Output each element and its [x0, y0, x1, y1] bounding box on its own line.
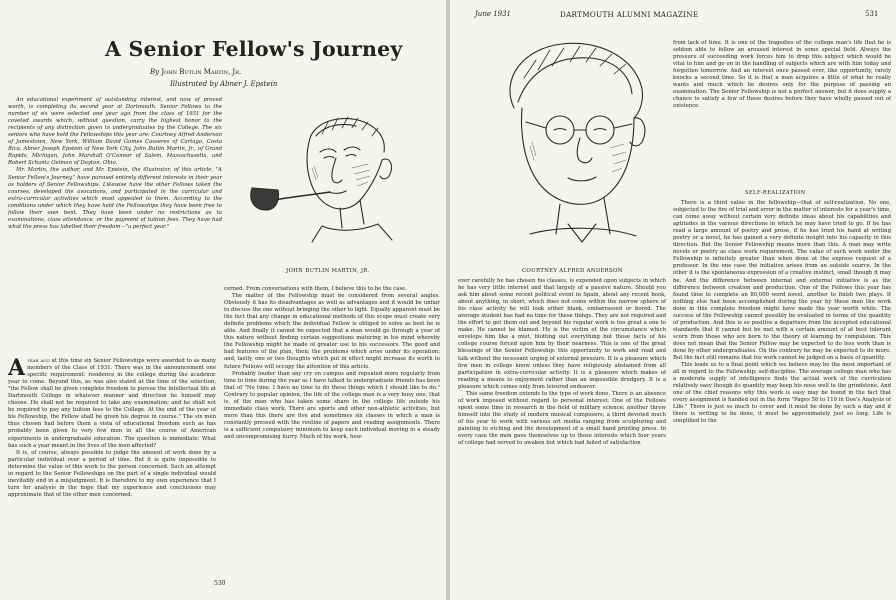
intro-paragraph-2: Mr. Martin, the author, and Mr. Epstein, the illustrator, of this article, "A Senior Fellow's Journey," have pursued entirely different interests in their year as holders of Senior Fellowships. Likewise have the other Fellows taken the courses, developed the avocations, and participated in the curricular and extra-curricular activities which most appealed to them. According to the conditions under which they have held the Fellowships they have been free to follow their own bent. They have been under no restrictions as to examinations, class attendance, or the payment of tuition fees. They have had what the press has labelled their freedom—"a perfect year." — [8, 167, 222, 230]
body-para-7: There is a third value in the fellowship—that of self-realization. No one, subjected to the fire of trial and error in the matter of interests for a year's time, can come away without certain very definite ideas about his capabilities and aptitudes in the various directions in which he may have tried to go. If he has read a large amount of poetry and prose, if he has tried his hand at writing poetry or a novel, he has gained a very definite insight into his capacity in this direction. But the Senior Fellowship means more than this. A man may write novels or poetry as class work requirement. The value of such work under the Fellowship is infinitely greater than when done at the express request of a professor. In the one case the initiative arises from an outside source. In the other it is the spontaneous expression of a creative instinct, small though it may be. And the difference between internal and external initiative is as the difference between creation and production. One of the Fellows this year has found time to complete an 80,000 word novel, another to finish two plays. If nothing else had been accomplished during the year by these men the work done in this complete freedom might have made the year worth while. The success of the Fellowship cannot possibly be evaluated in terms of the quantity of production. And this is so positive a departure from the accepted educational standards that it cannot but be met with a certain amount of at best tolerant scorn from those who are born to the theory of learning by compulsion. This does not mean that the Senior Fellow may be expected to do less work than is done by other undergraduates. On the contrary he may be expected to do more. But the fact still remains that his work cannot be judged on a basis of quantity. — [673, 200, 891, 362]
subhead-self-realization: SELF-REALIZATION — [745, 190, 806, 196]
portrait-martin-sketch — [232, 108, 422, 258]
author-name: John Butlin Martin, Jr. — [161, 68, 242, 76]
intro-paragraph-1: An educational experiment of outstanding interest, and now of proved worth, is completing its second year at Dartmouth. Senior Fellows to the number of six were selected one year ago from the class of 1931 for the coveted awards which, without question, carry the highest honor to the recipients of any distinction given to undergraduates by the College. The six seniors who have held the Fellowships this year are: Courtney Alfred Anderson of Jamestown, New York, William David Gomes Casseres of Cartago, Costa Rica, Abner Joseph Epstein of New York City, John Butlin Martin, Jr., of Grand Rapids, Michigan, John Marshall O'Connor of Salem, Massachusetts, and Robert Schantz Oelman of Dayton, Ohio. — [8, 97, 222, 167]
body-column-right-bottom — [673, 200, 891, 590]
caption-anderson: COURTNEY ALFRED ANDERSON — [522, 268, 623, 274]
portrait-anderson — [490, 38, 660, 250]
byline — [150, 68, 241, 76]
body-para-3: cerned. From conversations with them, I believe this to be the case. — [224, 286, 407, 292]
body-para-1-text: at this time six Senior Fellowships were awarded to as many members of the Class of 1931. There was in the announcement one specific requirement: residence in the college during the academic year to come. Beyond this, as was also stated at the time of the selection, "the Fellow shall be given complete freedom to pursue the intellectual life at Dartmouth College in whatever manner and direction he himself may choose. He shall not be required to take any examination; and he shall not be required to pay any tuition fees to the College. At the end of the year of his Fellowship, the Fellow shall be given his degree in course." The six men thus chosen had before them a vista of educational freedom such as has probably been given to very few men in all the course of American experiments in undergraduate education. The question is immediate: What has such a year meant in the lives of the men affected? — [8, 358, 216, 449]
illustrator-credit: Illustrated by Abner J. Epstein — [170, 80, 278, 88]
body-column-2 — [224, 286, 440, 572]
body-para-1 — [8, 358, 216, 450]
portrait-anderson-sketch — [490, 38, 660, 250]
byline-prefix: By — [150, 68, 160, 76]
body-para-2: It is, of course, always possible to judge the amount of work done by a particular individual over a period of time. But it is quite impossible to determine the value of this work to the person concerned. Such an attempt in regard to the Senior Fellowships on the part of a single individual would inevitably end in a misjudgment. It is therefore to my own experience that I turn for analysis in the hope that my experience and conclusions may approximate that of the other men concerned. — [8, 449, 216, 498]
article-title: A Senior Fellow's Journey — [105, 37, 403, 61]
body-para-4: The matter of the Fellowship must be considered from several angles. Obviously it has its disadvantages as well as advantages and it would be unfair to discuss the one without bringing the other to light. Equally apparent must be the fact that any change in educational methods of this scope must create very definite problems which the individual Fellow is obliged to solve as best he is able. And finally it cannot be expected that a man would go through a year of this nature without finding certain suggestions maturing in his mind whereby the Fellowship might be made of greater use to his successors. The good and bad features of the plan, then; the problems which arise under its operation; and, lastly, one or two thoughts which put in effect might increase its worth to future Fellows will occupy the attention of this article. — [224, 293, 440, 370]
running-head-magazine: DARTMOUTH ALUMNI MAGAZINE — [560, 10, 699, 19]
left-page — [0, 0, 446, 600]
body-para-9: ever carefully he has chosen his classes, is expended upon subjects in which he has very little interest and that largely of a passive nature. Should you ask him about some recent political event in Spain, about any recent book, about anything, in short, which does not come within the narrow sphere of his class activity he will look either blank, embarrassed or bored. The average student has had no time for these things. They are not required and the effort to get them out and beyond his regular work is too great a one to make. He cannot be blamed. He is the victim of the circumstance which envelops him like a mist, blotting out everything but those facts of his college course forced upon him by their nearness. This is one of the great blessings of the Senior Fellowship: this opportunity to work and read and talk without the incessant urging of external pressure. It is a pleasure which few men in college know unless they have religiously abstained from all participation in extra-curricular activity. It is a pleasure which makes of reading a means to enjoyment rather than an impossible drudgery. It is a pleasure which comes only from leisured endeavor. — [458, 278, 666, 390]
lead-in: year ago — [27, 358, 50, 364]
body-para-8: This leads us to a final point which we believe may be the most important of all in regard to the Fellowship; self-discipline. The average college man who has a moderate supply of intelligence finds the actual work of the curriculum relatively easy though its quantity may keep his nose well to the grindstone. And one of the chief reasons why this work is easy may be found in the fact that every assignment is handed out in the form "Pages 58 to 110 in Doe's Analysis of Life." There is just so much to cover and it must be done by such a day and if there is writing to be done, it must be approximately just so long. Life is simplified to the — [673, 362, 891, 425]
body-column-right-top — [673, 40, 891, 185]
portrait-martin — [232, 108, 422, 258]
drop-cap: A — [8, 358, 26, 381]
body-para-10: This same freedom extends to the type of work done. There is an absence of work imposed without regard to personal interest. One of the Fellows spent some time in research in the field of military science; another threw himself into the study of modern musical composers; a third devoted much of his year to work with various art media ranging from sculpturing and painting to etching and the development of a small hand printing press. In every case the men gave themselves up to those interests which four years of college had served to awaken but which had failed of satisfaction — [458, 390, 666, 447]
page-number: 531 — [865, 10, 879, 18]
body-column-right-left — [458, 278, 666, 590]
caption-martin: JOHN BUTLIN MARTIN, JR. — [286, 268, 370, 274]
body-para-6: from lack of time. It is one of the tragedies of the college man's life that he is seldom able to follow an aroused interest in some special field. Always the pressure of succeeding work forces him to drop this subject which would be vital to him and go on in the handling of subjects which are with him today and forgotten tomorrow. And an interest once passed over, like opportunity, rarely knocks a second time. So it is that a man acquires a little of what he really wants and much which he desires only for the purpose of passing an examination. The Senior Fellowship is not a perfect answer, but it does supply a chance to satisfy a few of these desires before they have wholly passed out of existence. — [673, 40, 891, 110]
right-page — [450, 0, 896, 600]
running-head-date: June 1931 — [475, 10, 512, 18]
body-para-5: Probably louder than any cry on campus and repeated more regularly from time to time during the year as I have talked to undergraduate friends has been that of "No time. I have no time to do these things which I should like to do." Contrary to popular opinion, the life of the college man is a very busy one, that is, of the man who has taken some share in the college life outside his immediate class work. There are sports and other non-athletic activities, but more than this there are five and sometimes six classes in which a man is constantly pressed with the routine of papers and reading assignments. There is a sufficient compulsory minimum to keep each individual moving in a steady and uncompromising hurry. Much of his work, how- — [224, 370, 440, 440]
body-column-1 — [8, 358, 216, 580]
folio-left: 530 — [214, 580, 226, 587]
editorial-intro — [8, 97, 222, 231]
